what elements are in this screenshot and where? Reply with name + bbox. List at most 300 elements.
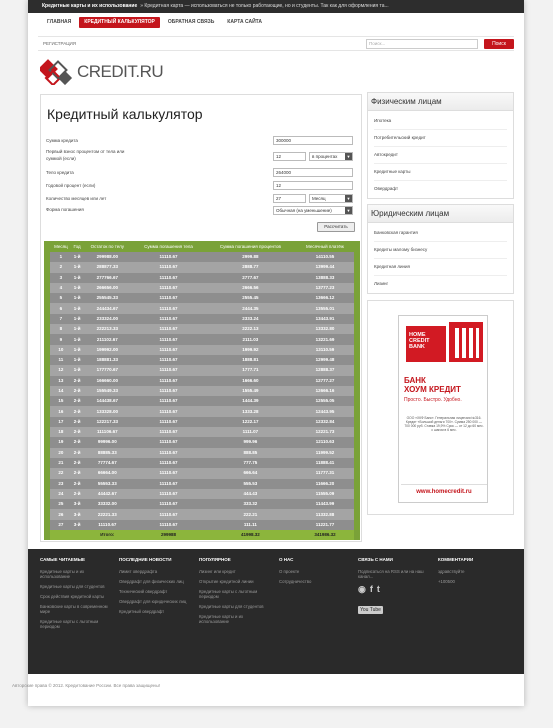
- repayment-form-value: Обычная (на уменьшение): [276, 208, 332, 213]
- table-cell: 27: [47, 520, 72, 530]
- table-cell: 11110.67: [132, 273, 205, 283]
- nav-sitemap[interactable]: КАРТА САЙТА: [227, 19, 263, 25]
- table-row: [47, 489, 357, 499]
- banner-license: ООО «ХКФ Банк». Генеральная лицензия №316. Кредит «Большой деньги 700». Сумма 250 000 — 700 000 руб. Ставка 19,9% Срок — от 12 до 60 мес. с шагом в 6 мес.: [404, 416, 484, 432]
- table-cell: 2-й: [72, 386, 83, 396]
- table-cell: 88885.33: [82, 448, 132, 458]
- table-cell: 11110.67: [132, 324, 205, 334]
- table-cell: 14: [47, 386, 72, 396]
- table-cell: 6: [47, 303, 72, 313]
- table-cell: 18: [47, 427, 72, 437]
- footer-link[interactable]: Овердрафт для физических лиц: [119, 579, 184, 584]
- table-cell: 288877.33: [82, 262, 132, 272]
- table-cell: 11110.67: [132, 386, 205, 396]
- individuals-box: [367, 92, 514, 199]
- table-row: [47, 293, 357, 303]
- table-cell: 11110.67: [132, 437, 205, 447]
- table-cell: 13888.33: [296, 273, 357, 283]
- sidebar-item[interactable]: Лизинг: [374, 281, 389, 286]
- table-cell: 3: [47, 273, 72, 283]
- table-cell: 19: [47, 437, 72, 447]
- table-row: [47, 365, 357, 375]
- sidebar-item[interactable]: Кредитная линия: [374, 259, 507, 276]
- table-cell: 11110.67: [132, 489, 205, 499]
- news-ticker[interactable]: [28, 0, 524, 13]
- nav-credit-calculator[interactable]: КРЕДИТНЫЙ КАЛЬКУЛЯТОР: [79, 17, 160, 28]
- sidebar-item[interactable]: Автокредит: [374, 147, 507, 164]
- banner-name-2: ХОУМ КРЕДИТ: [404, 385, 461, 394]
- legal-title: Юридическим лицам: [368, 205, 513, 223]
- table-cell: 1-й: [72, 345, 83, 355]
- table-cell: 11332.88: [296, 509, 357, 519]
- table-cell: 1444.39: [205, 396, 296, 406]
- footer-column: [119, 557, 193, 619]
- table-cell: 3-й: [72, 520, 83, 530]
- body-label: Тело кредита: [46, 170, 74, 175]
- nav-feedback[interactable]: ОБРАТНАЯ СВЯЗЬ: [167, 19, 215, 25]
- footer-link[interactable]: +100500: [438, 579, 455, 584]
- table-cell: 133328.00: [82, 406, 132, 416]
- table-cell: 4: [47, 283, 72, 293]
- table-cell: 11110.67: [132, 396, 205, 406]
- table-row: [47, 417, 357, 427]
- table-cell: 11110.67: [132, 458, 205, 468]
- table-cell: 11110.67: [132, 427, 205, 437]
- table-row: [47, 314, 357, 324]
- table-cell: 24: [47, 489, 72, 499]
- table-cell: 11110.67: [132, 479, 205, 489]
- footer-column: [438, 557, 512, 589]
- table-cell: 1-й: [72, 262, 83, 272]
- table-cell: 26: [47, 509, 72, 519]
- table-cell: 13999.44: [296, 262, 357, 272]
- table-cell: 11110.67: [132, 252, 205, 262]
- table-cell: 21: [47, 458, 72, 468]
- header-year: Год: [72, 241, 83, 252]
- table-cell: 2999.88: [205, 252, 296, 262]
- table-row: [47, 345, 357, 355]
- table-cell: 555.53: [205, 479, 296, 489]
- table-cell: 266656.00: [82, 283, 132, 293]
- social-icons: [358, 584, 432, 595]
- table-cell: 11110.67: [132, 283, 205, 293]
- table-cell: 888.85: [205, 448, 296, 458]
- page-title: Кредитный калькулятор: [47, 106, 203, 122]
- rss-icon[interactable]: ◉: [358, 584, 366, 594]
- header-month: Месяц: [47, 241, 72, 252]
- home-credit-banner[interactable]: [398, 315, 488, 503]
- table-cell: 11999.52: [296, 448, 357, 458]
- chevron-down-icon: ▼: [346, 208, 351, 213]
- table-cell: 233324.00: [82, 314, 132, 324]
- table-cell: 12332.84: [296, 417, 357, 427]
- table-cell: 14110.55: [296, 252, 357, 262]
- footer-column: [199, 557, 273, 629]
- table-cell: 13555.01: [296, 303, 357, 313]
- footer-link[interactable]: Кредитные карты с льготным периодом: [40, 619, 99, 629]
- table-cell: 11443.99: [296, 499, 357, 509]
- table-row: [47, 520, 357, 530]
- table-row: [47, 283, 357, 293]
- table-cell: 22221.33: [82, 509, 132, 519]
- table-cell: 1-й: [72, 334, 83, 344]
- table-cell: 55553.33: [82, 479, 132, 489]
- table-row: [47, 376, 357, 386]
- footer-link[interactable]: О проекте: [279, 569, 300, 574]
- banner-bank-name: [404, 376, 461, 394]
- table-cell: 11110.67: [82, 520, 132, 530]
- registration-link[interactable]: РЕГИСТРАЦИЯ: [43, 41, 77, 46]
- footer-column-title: СВЯЗЬ С НАМИ: [358, 557, 393, 562]
- table-cell: 2555.45: [205, 293, 296, 303]
- sidebar-item[interactable]: Потребительский кредит: [374, 130, 507, 147]
- footer-link[interactable]: Сотрудничество: [279, 579, 312, 584]
- table-row: [47, 509, 357, 519]
- utility-bar: [38, 36, 514, 51]
- individuals-list: [368, 111, 513, 199]
- footer-column: [279, 557, 353, 589]
- footer-column: [40, 557, 114, 634]
- calculate-button[interactable]: Рассчитать: [317, 222, 355, 232]
- table-cell: 11110.67: [132, 468, 205, 478]
- footer-link[interactable]: Срок действия кредитной карты: [40, 594, 105, 599]
- table-cell: 12999.48: [296, 355, 357, 365]
- table-cell: 255545.33: [82, 293, 132, 303]
- table-cell: 155549.33: [82, 386, 132, 396]
- table-cell: 13443.91: [296, 314, 357, 324]
- table-cell: 22: [47, 468, 72, 478]
- top-navigation: [28, 13, 524, 33]
- table-cell: 2-й: [72, 468, 83, 478]
- total-label: Итого:: [82, 530, 132, 540]
- individuals-title: Физическим лицам: [368, 93, 513, 111]
- table-cell: 13221.69: [296, 334, 357, 344]
- table-cell: 11110.67: [132, 303, 205, 313]
- table-row: [47, 448, 357, 458]
- footer-link[interactable]: Овердрафт для юридических лиц: [119, 599, 187, 604]
- table-cell: 10: [47, 345, 72, 355]
- table-cell: 1888.81: [205, 355, 296, 365]
- table-row: [47, 479, 357, 489]
- table-cell: 11555.09: [296, 489, 357, 499]
- table-cell: 8: [47, 324, 72, 334]
- table-cell: 11110.67: [132, 406, 205, 416]
- table-cell: 12110.63: [296, 437, 357, 447]
- table-cell: 77774.67: [82, 458, 132, 468]
- header-monthly-payment: Месячный платёж: [296, 241, 357, 252]
- rate-input[interactable]: 12: [273, 181, 353, 190]
- footer-link[interactable]: Технический овердрафт: [119, 589, 168, 594]
- table-cell: 2-й: [72, 427, 83, 437]
- table-cell: 44442.67: [82, 489, 132, 499]
- table-cell: 1777.71: [205, 365, 296, 375]
- table-cell: 1-й: [72, 252, 83, 262]
- total-payment: 341986.32: [296, 530, 357, 540]
- sidebar-item[interactable]: Кредитные карты: [374, 164, 507, 181]
- footer-link[interactable]: Кредитные карты и их использование: [40, 569, 85, 579]
- table-cell: 111.11: [205, 520, 296, 530]
- table-cell: 13: [47, 376, 72, 386]
- table-row: [47, 458, 357, 468]
- table-row: [47, 262, 357, 272]
- table-cell: 5: [47, 293, 72, 303]
- footer: [28, 549, 524, 674]
- table-cell: 1-й: [72, 283, 83, 293]
- nav-home[interactable]: ГЛАВНАЯ: [47, 19, 72, 25]
- table-cell: 2-й: [72, 479, 83, 489]
- table-cell: 444.43: [205, 489, 296, 499]
- table-cell: 11110.67: [132, 499, 205, 509]
- table-cell: 1-й: [72, 273, 83, 283]
- banner-logo: HOME CREDIT BANK: [406, 326, 446, 362]
- table-cell: 11110.67: [132, 509, 205, 519]
- table-row: [47, 396, 357, 406]
- table-cell: 11110.67: [132, 520, 205, 530]
- table-cell: 11110.67: [132, 334, 205, 344]
- table-cell: 11777.31: [296, 468, 357, 478]
- ad-box: [367, 300, 514, 515]
- table-cell: 222.21: [205, 509, 296, 519]
- table-cell: 166660.00: [82, 376, 132, 386]
- table-cell: 211102.67: [82, 334, 132, 344]
- table-cell: 144438.67: [82, 396, 132, 406]
- table-cell: 9: [47, 334, 72, 344]
- table-cell: 17: [47, 417, 72, 427]
- table-cell: 7: [47, 314, 72, 324]
- table-cell: 11666.20: [296, 479, 357, 489]
- footer-column-title: ПОСЛЕДНИЕ НОВОСТИ: [119, 557, 172, 562]
- footer-link[interactable]: Открытие кредитной линии: [199, 579, 254, 584]
- table-cell: 12888.37: [296, 365, 357, 375]
- table-cell: 277766.67: [82, 273, 132, 283]
- table-cell: 23: [47, 479, 72, 489]
- table-cell: 1999.92: [205, 345, 296, 355]
- term-unit-value: Месяц: [312, 196, 326, 201]
- table-cell: 2333.24: [205, 314, 296, 324]
- table-cell: 20: [47, 448, 72, 458]
- term-unit-select[interactable]: [309, 194, 353, 203]
- table-cell: 11110.67: [132, 448, 205, 458]
- table-cell: 999.96: [205, 437, 296, 447]
- table-cell: 1-й: [72, 303, 83, 313]
- header-interest-payment: Сумма погашения процентов: [205, 241, 296, 252]
- table-cell: 11110.67: [132, 355, 205, 365]
- body-input[interactable]: 264000: [273, 168, 353, 177]
- footer-link[interactable]: Кредитные карты для студентов: [40, 584, 105, 589]
- table-cell: 122217.33: [82, 417, 132, 427]
- form-label: Форма погашения: [46, 207, 84, 212]
- sidebar-item[interactable]: Банковская гарантия: [374, 225, 507, 242]
- footer-column-title: О НАС: [279, 557, 294, 562]
- table-cell: 2111.03: [205, 334, 296, 344]
- table-cell: 1-й: [72, 314, 83, 324]
- table-cell: 2444.35: [205, 303, 296, 313]
- table-cell: 199992.00: [82, 345, 132, 355]
- footer-link[interactable]: Кредитный овердрафт: [119, 609, 165, 614]
- sidebar-item[interactable]: Овердрафт: [374, 186, 399, 191]
- total-cell: [47, 530, 72, 540]
- table-row: [47, 273, 357, 283]
- table-cell: 66664.00: [82, 468, 132, 478]
- downpay-input[interactable]: 12: [273, 152, 306, 161]
- table-cell: 11: [47, 355, 72, 365]
- downpay-label-1: Первый взнос процентом от тела или: [46, 149, 125, 154]
- footer-column: [358, 557, 432, 616]
- table-cell: 33332.00: [82, 499, 132, 509]
- search-input[interactable]: Поиск...: [366, 39, 478, 49]
- downpay-unit-select[interactable]: [309, 152, 353, 161]
- legal-box: [367, 204, 514, 294]
- table-cell: 1-й: [72, 365, 83, 375]
- copyright: Авторские права © 2012. Кредитование России. Все права защищены!: [12, 683, 160, 688]
- payment-schedule-table: [44, 241, 360, 540]
- sidebar-item[interactable]: Ипотека: [374, 113, 507, 130]
- table-row: [47, 437, 357, 447]
- table-cell: 1: [47, 252, 72, 262]
- table-cell: 1222.17: [205, 417, 296, 427]
- rate-label: Годовой процент (если): [46, 183, 96, 188]
- table-cell: 1-й: [72, 355, 83, 365]
- table-cell: 2-й: [72, 458, 83, 468]
- table-cell: 11110.67: [132, 365, 205, 375]
- table-cell: 12666.16: [296, 386, 357, 396]
- table-cell: 12221.73: [296, 427, 357, 437]
- footer-link[interactable]: Кредитные карты для студентов: [199, 604, 264, 609]
- table-cell: 2-й: [72, 376, 83, 386]
- table-cell: 177770.67: [82, 365, 132, 375]
- table-cell: 2-й: [72, 396, 83, 406]
- table-row: [47, 427, 357, 437]
- table-row: [47, 355, 357, 365]
- chevron-down-icon: ▼: [346, 154, 351, 159]
- chevron-down-icon: ▼: [346, 196, 351, 201]
- table-cell: 2-й: [72, 406, 83, 416]
- table-cell: 2-й: [72, 489, 83, 499]
- footer-column-title: КОММЕНТАРИИ: [438, 557, 474, 562]
- table-cell: 11221.77: [296, 520, 357, 530]
- footer-link[interactable]: Кредитные карты и их использование: [199, 614, 244, 624]
- table-row: [47, 499, 357, 509]
- table-cell: 12777.27: [296, 376, 357, 386]
- table-cell: 16: [47, 406, 72, 416]
- table-cell: 777.75: [205, 458, 296, 468]
- footer-link[interactable]: Подписаться на RSS или на наш канал...: [358, 569, 424, 579]
- site-logo[interactable]: [40, 58, 170, 86]
- table-row: [47, 334, 357, 344]
- table-cell: 333.32: [205, 499, 296, 509]
- header-balance: Остаток по телу: [82, 241, 132, 252]
- banner-slogan: Просто. Быстро. Удобно.: [404, 397, 462, 403]
- table-cell: 299988.00: [82, 252, 132, 262]
- term-input[interactable]: 27: [273, 194, 306, 203]
- footer-link[interactable]: здравствуйте: [438, 569, 465, 574]
- logo-icon: [40, 59, 74, 85]
- twitter-icon[interactable]: t: [376, 584, 380, 594]
- table-row: [47, 324, 357, 334]
- youtube-icon[interactable]: You Tube: [360, 607, 381, 613]
- banner-name-1: БАНК: [404, 376, 426, 385]
- footer-link[interactable]: Кредитные карты с льготным периодом: [199, 589, 258, 599]
- total-interest: 41998.32: [205, 530, 296, 540]
- table-cell: 13666.12: [296, 293, 357, 303]
- calculator-panel: [40, 94, 362, 542]
- table-cell: 2: [47, 262, 72, 272]
- table-cell: 188881.33: [82, 355, 132, 365]
- search-button[interactable]: Поиск: [484, 39, 514, 49]
- table-cell: 11888.41: [296, 458, 357, 468]
- table-row: [47, 252, 357, 262]
- table-cell: 13110.59: [296, 345, 357, 355]
- table-cell: 11110.67: [132, 314, 205, 324]
- footer-link[interactable]: Банковские карты в современном мире: [40, 604, 108, 614]
- amount-label: Сумма кредита: [46, 138, 78, 143]
- table-cell: 99996.00: [82, 437, 132, 447]
- table-row: [47, 468, 357, 478]
- footer-link[interactable]: Лизинг или кредит: [199, 569, 236, 574]
- table-cell: 1666.60: [205, 376, 296, 386]
- building-icon: [449, 322, 483, 362]
- table-cell: 11110.67: [132, 376, 205, 386]
- table-cell: 1555.49: [205, 386, 296, 396]
- table-cell: 1333.28: [205, 406, 296, 416]
- amount-input[interactable]: 300000: [273, 136, 353, 145]
- table-row: [47, 406, 357, 416]
- facebook-icon[interactable]: f: [369, 584, 373, 594]
- logo-text: CREDIT.RU: [77, 62, 164, 81]
- table-cell: 13777.23: [296, 283, 357, 293]
- table-cell: 3-й: [72, 499, 83, 509]
- table-cell: 222213.33: [82, 324, 132, 334]
- ticker-text: » Кредитная карта — использоваться не только работающие, но и студенты. Так как для оформления та...: [140, 3, 389, 9]
- ticker-title[interactable]: Кредитные карты и их использование: [42, 3, 138, 9]
- banner-url[interactable]: www.homecredit.ru: [401, 484, 487, 495]
- table-cell: 2666.56: [205, 283, 296, 293]
- table-row: [47, 303, 357, 313]
- table-cell: 3-й: [72, 509, 83, 519]
- table-cell: 2222.13: [205, 324, 296, 334]
- table-cell: 2-й: [72, 437, 83, 447]
- page: [28, 0, 524, 706]
- term-label: Количество месяцев или лет: [46, 196, 107, 201]
- header-body-payment: Сумма погашения тела: [132, 241, 205, 252]
- table-cell: 2-й: [72, 448, 83, 458]
- table-cell: 244434.67: [82, 303, 132, 313]
- table-cell: 666.64: [205, 468, 296, 478]
- table-cell: 15: [47, 396, 72, 406]
- footer-column-title: ПОПУЛЯРНОЕ: [199, 557, 231, 562]
- table-cell: 11110.67: [132, 262, 205, 272]
- table-cell: 1-й: [72, 293, 83, 303]
- table-cell: 12443.95: [296, 406, 357, 416]
- downpay-label-2: суммой (если): [46, 156, 76, 161]
- table-cell: 1111.07: [205, 427, 296, 437]
- table-cell: 25: [47, 499, 72, 509]
- table-cell: 2-й: [72, 417, 83, 427]
- table-row: [47, 386, 357, 396]
- table-cell: 11110.67: [132, 417, 205, 427]
- legal-list: [368, 223, 513, 294]
- table-cell: 13332.80: [296, 324, 357, 334]
- sidebar-item[interactable]: Кредиты малому бизнесу: [374, 242, 507, 259]
- repayment-form-select[interactable]: [273, 206, 353, 215]
- downpay-unit-value: в процентах: [312, 154, 338, 159]
- footer-link[interactable]: Лимит овердрафта: [119, 569, 158, 574]
- table-cell: 12: [47, 365, 72, 375]
- total-cell: [72, 530, 83, 540]
- table-cell: 2888.77: [205, 262, 296, 272]
- total-body: 299988: [132, 530, 205, 540]
- footer-column-title: САМЫЕ ЧИТАЕМЫЕ: [40, 557, 86, 562]
